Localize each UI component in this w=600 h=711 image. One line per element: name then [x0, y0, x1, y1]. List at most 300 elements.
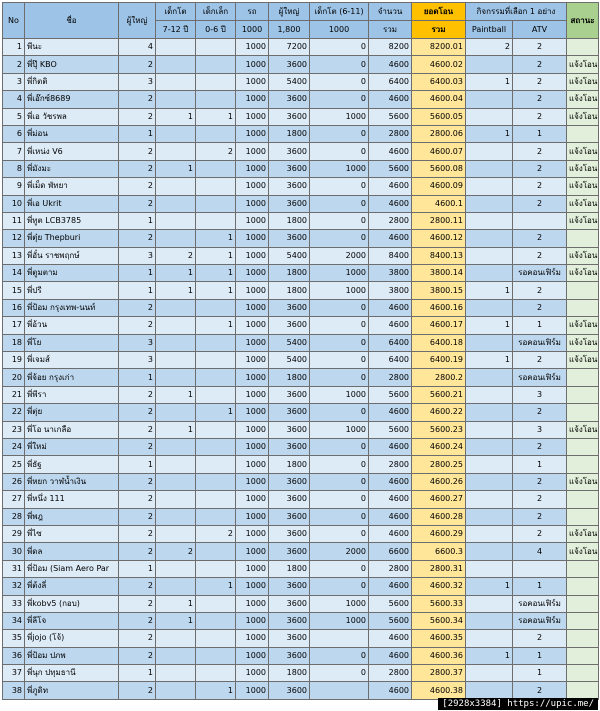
cell-adult[interactable]: 1: [119, 369, 156, 386]
cell-atv[interactable]: 1: [513, 578, 567, 595]
cell-adult[interactable]: 2: [119, 438, 156, 455]
cell-car[interactable]: 1000: [236, 265, 269, 282]
cell-adult[interactable]: 3: [119, 334, 156, 351]
cell-kid-small[interactable]: [196, 195, 236, 212]
cell-name[interactable]: พี่กิตติ: [25, 73, 119, 90]
cell-no[interactable]: 35: [3, 630, 25, 647]
cell-kid-small[interactable]: 2: [196, 143, 236, 160]
cell-paintball[interactable]: [466, 491, 513, 508]
cell-no[interactable]: 24: [3, 438, 25, 455]
cell-car[interactable]: 1000: [236, 317, 269, 334]
cell-status[interactable]: แจ้งโอน: [567, 317, 599, 334]
cell-name[interactable]: พีนะ: [25, 39, 119, 56]
cell-kid-small[interactable]: 1: [196, 404, 236, 421]
cell-status[interactable]: [567, 438, 599, 455]
cell-transfer[interactable]: 2800.25: [412, 456, 466, 473]
cell-car[interactable]: 1000: [236, 421, 269, 438]
cell-adult[interactable]: 1: [119, 282, 156, 299]
cell-adult-price[interactable]: 1800: [269, 265, 310, 282]
cell-atv[interactable]: 1: [513, 456, 567, 473]
cell-adult[interactable]: 2: [119, 612, 156, 629]
cell-kid-price[interactable]: 0: [310, 56, 369, 73]
cell-paintball[interactable]: [466, 508, 513, 525]
cell-atv[interactable]: 2: [513, 56, 567, 73]
cell-amount[interactable]: 4600: [369, 525, 412, 542]
cell-paintball[interactable]: [466, 299, 513, 316]
cell-kid-big[interactable]: [156, 665, 196, 682]
cell-car[interactable]: 1000: [236, 39, 269, 56]
cell-adult[interactable]: 2: [119, 317, 156, 334]
cell-adult-price[interactable]: 3600: [269, 630, 310, 647]
cell-atv[interactable]: 2: [513, 143, 567, 160]
cell-atv[interactable]: 1: [513, 125, 567, 142]
cell-car[interactable]: 1000: [236, 212, 269, 229]
cell-transfer[interactable]: 6600.3: [412, 543, 466, 560]
cell-car[interactable]: 1000: [236, 230, 269, 247]
cell-paintball[interactable]: [466, 560, 513, 577]
cell-transfer[interactable]: 4600.09: [412, 178, 466, 195]
cell-atv[interactable]: [513, 212, 567, 229]
cell-name[interactable]: พี่อ้วน: [25, 317, 119, 334]
cell-transfer[interactable]: 4600.07: [412, 143, 466, 160]
cell-car[interactable]: 1000: [236, 56, 269, 73]
cell-atv[interactable]: 2: [513, 508, 567, 525]
cell-paintball[interactable]: [466, 438, 513, 455]
cell-atv[interactable]: 2: [513, 195, 567, 212]
cell-adult[interactable]: 2: [119, 56, 156, 73]
cell-adult[interactable]: 2: [119, 386, 156, 403]
cell-no[interactable]: 36: [3, 647, 25, 664]
cell-kid-big[interactable]: 1: [156, 108, 196, 125]
cell-transfer[interactable]: 8200.01: [412, 39, 466, 56]
cell-status[interactable]: [567, 595, 599, 612]
cell-kid-price[interactable]: 1000: [310, 108, 369, 125]
cell-adult[interactable]: 2: [119, 630, 156, 647]
cell-adult[interactable]: 2: [119, 404, 156, 421]
cell-no[interactable]: 8: [3, 160, 25, 177]
cell-adult[interactable]: 2: [119, 525, 156, 542]
cell-adult[interactable]: 2: [119, 578, 156, 595]
cell-atv[interactable]: 3: [513, 386, 567, 403]
cell-adult-price[interactable]: 3600: [269, 438, 310, 455]
cell-paintball[interactable]: [466, 421, 513, 438]
cell-kid-price[interactable]: 1000: [310, 282, 369, 299]
cell-adult[interactable]: 1: [119, 665, 156, 682]
cell-kid-price[interactable]: 0: [310, 334, 369, 351]
cell-status[interactable]: แจ้งโอน: [567, 525, 599, 542]
cell-adult-price[interactable]: 3600: [269, 91, 310, 108]
cell-transfer[interactable]: 4600.24: [412, 438, 466, 455]
cell-adult-price[interactable]: 5400: [269, 247, 310, 264]
cell-status[interactable]: แจ้งโอน: [567, 143, 599, 160]
cell-no[interactable]: 37: [3, 665, 25, 682]
cell-paintball[interactable]: [466, 108, 513, 125]
cell-kid-big[interactable]: [156, 578, 196, 595]
cell-adult-price[interactable]: 3600: [269, 386, 310, 403]
cell-transfer[interactable]: 5600.21: [412, 386, 466, 403]
cell-transfer[interactable]: 6400.03: [412, 73, 466, 90]
cell-kid-big[interactable]: [156, 299, 196, 316]
cell-kid-price[interactable]: 0: [310, 508, 369, 525]
cell-adult-price[interactable]: 3600: [269, 56, 310, 73]
cell-kid-small[interactable]: [196, 560, 236, 577]
cell-adult-price[interactable]: 3600: [269, 108, 310, 125]
cell-name[interactable]: พี่เอ วัชรพล: [25, 108, 119, 125]
cell-amount[interactable]: 5600: [369, 612, 412, 629]
cell-kid-big[interactable]: 1: [156, 160, 196, 177]
cell-amount[interactable]: 2800: [369, 560, 412, 577]
cell-atv[interactable]: 2: [513, 352, 567, 369]
cell-status[interactable]: แจ้งโอน: [567, 247, 599, 264]
cell-no[interactable]: 17: [3, 317, 25, 334]
cell-status[interactable]: [567, 39, 599, 56]
cell-name[interactable]: พี่ไซ: [25, 525, 119, 542]
cell-kid-small[interactable]: 2: [196, 525, 236, 542]
cell-kid-big[interactable]: [156, 404, 196, 421]
cell-adult[interactable]: 2: [119, 543, 156, 560]
cell-adult-price[interactable]: 1800: [269, 369, 310, 386]
cell-transfer[interactable]: 3800.15: [412, 282, 466, 299]
cell-kid-price[interactable]: 0: [310, 525, 369, 542]
cell-name[interactable]: พี่ดล: [25, 543, 119, 560]
cell-car[interactable]: 1000: [236, 612, 269, 629]
cell-amount[interactable]: 4600: [369, 317, 412, 334]
cell-paintball[interactable]: [466, 160, 513, 177]
cell-adult[interactable]: 2: [119, 143, 156, 160]
cell-transfer[interactable]: 4600.27: [412, 491, 466, 508]
cell-kid-big[interactable]: [156, 473, 196, 490]
cell-status[interactable]: [567, 404, 599, 421]
cell-kid-price[interactable]: 0: [310, 352, 369, 369]
cell-kid-small[interactable]: [196, 39, 236, 56]
cell-adult-price[interactable]: 1800: [269, 456, 310, 473]
cell-atv[interactable]: รอคอนเฟิร์ม: [513, 595, 567, 612]
cell-atv[interactable]: 1: [513, 665, 567, 682]
cell-adult-price[interactable]: 1800: [269, 560, 310, 577]
cell-status[interactable]: [567, 647, 599, 664]
cell-car[interactable]: 1000: [236, 578, 269, 595]
cell-kid-big[interactable]: [156, 56, 196, 73]
cell-amount[interactable]: 5600: [369, 108, 412, 125]
cell-amount[interactable]: 4600: [369, 91, 412, 108]
cell-no[interactable]: 20: [3, 369, 25, 386]
cell-transfer[interactable]: 2800.06: [412, 125, 466, 142]
cell-adult[interactable]: 1: [119, 456, 156, 473]
cell-status[interactable]: แจ้งโอน: [567, 91, 599, 108]
cell-status[interactable]: [567, 299, 599, 316]
cell-no[interactable]: 13: [3, 247, 25, 264]
cell-paintball[interactable]: [466, 265, 513, 282]
cell-transfer[interactable]: 4600.29: [412, 525, 466, 542]
cell-kid-big[interactable]: [156, 508, 196, 525]
cell-kid-big[interactable]: [156, 682, 196, 699]
cell-kid-price[interactable]: 0: [310, 491, 369, 508]
cell-atv[interactable]: 2: [513, 438, 567, 455]
cell-kid-small[interactable]: 1: [196, 317, 236, 334]
cell-status[interactable]: [567, 560, 599, 577]
cell-paintball[interactable]: 1: [466, 578, 513, 595]
cell-kid-big[interactable]: [156, 39, 196, 56]
cell-kid-small[interactable]: [196, 612, 236, 629]
cell-car[interactable]: 1000: [236, 560, 269, 577]
cell-kid-price[interactable]: 0: [310, 647, 369, 664]
cell-kid-big[interactable]: [156, 195, 196, 212]
cell-name[interactable]: พี่ทูต LCB3785: [25, 212, 119, 229]
cell-amount[interactable]: 2800: [369, 665, 412, 682]
cell-kid-small[interactable]: [196, 369, 236, 386]
cell-atv[interactable]: 2: [513, 247, 567, 264]
cell-name[interactable]: พี่ตูมตาม: [25, 265, 119, 282]
cell-paintball[interactable]: [466, 630, 513, 647]
cell-transfer[interactable]: 4600.16: [412, 299, 466, 316]
cell-transfer[interactable]: 5600.05: [412, 108, 466, 125]
cell-kid-big[interactable]: [156, 230, 196, 247]
cell-status[interactable]: แจ้งโอน: [567, 160, 599, 177]
cell-name[interactable]: พี่ภูดิท: [25, 682, 119, 699]
cell-kid-small[interactable]: 1: [196, 265, 236, 282]
cell-adult[interactable]: 2: [119, 595, 156, 612]
cell-car[interactable]: 1000: [236, 282, 269, 299]
cell-status[interactable]: [567, 125, 599, 142]
cell-amount[interactable]: 2800: [369, 212, 412, 229]
cell-kid-small[interactable]: [196, 91, 236, 108]
cell-kid-price[interactable]: 0: [310, 404, 369, 421]
cell-name[interactable]: พี่เจมส์: [25, 352, 119, 369]
cell-paintball[interactable]: [466, 525, 513, 542]
cell-paintball[interactable]: [466, 143, 513, 160]
cell-paintball[interactable]: [466, 230, 513, 247]
cell-car[interactable]: 1000: [236, 456, 269, 473]
cell-kid-small[interactable]: [196, 421, 236, 438]
cell-atv[interactable]: 3: [513, 421, 567, 438]
cell-name[interactable]: พี่ธัฐ: [25, 456, 119, 473]
cell-kid-small[interactable]: [196, 543, 236, 560]
cell-adult-price[interactable]: 3600: [269, 317, 310, 334]
cell-kid-price[interactable]: 1000: [310, 595, 369, 612]
cell-car[interactable]: 1000: [236, 508, 269, 525]
cell-kid-big[interactable]: [156, 334, 196, 351]
cell-no[interactable]: 29: [3, 525, 25, 542]
cell-car[interactable]: 1000: [236, 143, 269, 160]
cell-car[interactable]: 1000: [236, 125, 269, 142]
cell-adult-price[interactable]: 3600: [269, 543, 310, 560]
cell-amount[interactable]: 4600: [369, 647, 412, 664]
cell-adult-price[interactable]: 3600: [269, 160, 310, 177]
cell-no[interactable]: 26: [3, 473, 25, 490]
cell-atv[interactable]: 4: [513, 543, 567, 560]
cell-adult-price[interactable]: 1800: [269, 665, 310, 682]
cell-kid-big[interactable]: [156, 178, 196, 195]
cell-no[interactable]: 38: [3, 682, 25, 699]
cell-amount[interactable]: 4600: [369, 630, 412, 647]
cell-adult[interactable]: 4: [119, 39, 156, 56]
cell-no[interactable]: 1: [3, 39, 25, 56]
cell-atv[interactable]: 2: [513, 299, 567, 316]
cell-kid-small[interactable]: 1: [196, 247, 236, 264]
cell-name[interactable]: พี่ป้อม ปภพ: [25, 647, 119, 664]
cell-kid-big[interactable]: [156, 91, 196, 108]
cell-adult-price[interactable]: 5400: [269, 334, 310, 351]
cell-no[interactable]: 3: [3, 73, 25, 90]
cell-kid-small[interactable]: 1: [196, 108, 236, 125]
cell-car[interactable]: 1000: [236, 91, 269, 108]
cell-atv[interactable]: 2: [513, 682, 567, 699]
cell-paintball[interactable]: 1: [466, 73, 513, 90]
cell-no[interactable]: 6: [3, 125, 25, 142]
cell-paintball[interactable]: [466, 195, 513, 212]
cell-kid-price[interactable]: 0: [310, 456, 369, 473]
cell-status[interactable]: [567, 230, 599, 247]
cell-atv[interactable]: 2: [513, 404, 567, 421]
cell-status[interactable]: แจ้งโอน: [567, 73, 599, 90]
cell-car[interactable]: 1000: [236, 73, 269, 90]
cell-kid-small[interactable]: [196, 508, 236, 525]
cell-kid-big[interactable]: 2: [156, 247, 196, 264]
cell-transfer[interactable]: 4600.1: [412, 195, 466, 212]
cell-status[interactable]: [567, 456, 599, 473]
cell-kid-big[interactable]: [156, 352, 196, 369]
cell-transfer[interactable]: 4600.28: [412, 508, 466, 525]
cell-adult[interactable]: 2: [119, 647, 156, 664]
cell-transfer[interactable]: 8400.13: [412, 247, 466, 264]
cell-status[interactable]: แจ้งโอน: [567, 178, 599, 195]
cell-no[interactable]: 33: [3, 595, 25, 612]
cell-status[interactable]: [567, 491, 599, 508]
cell-adult[interactable]: 2: [119, 178, 156, 195]
cell-transfer[interactable]: 6400.19: [412, 352, 466, 369]
cell-kid-big[interactable]: 1: [156, 282, 196, 299]
cell-no[interactable]: 11: [3, 212, 25, 229]
cell-kid-big[interactable]: [156, 317, 196, 334]
cell-name[interactable]: พี่ปุ๊ KBO: [25, 56, 119, 73]
cell-name[interactable]: พี่ตุ่ย: [25, 404, 119, 421]
cell-adult[interactable]: 2: [119, 299, 156, 316]
cell-kid-price[interactable]: 0: [310, 195, 369, 212]
cell-adult[interactable]: 2: [119, 421, 156, 438]
cell-name[interactable]: พี่หยก วาฬน้ำเงิน: [25, 473, 119, 490]
cell-status[interactable]: [567, 508, 599, 525]
cell-atv[interactable]: 2: [513, 473, 567, 490]
cell-car[interactable]: 1000: [236, 404, 269, 421]
cell-kid-small[interactable]: [196, 647, 236, 664]
cell-amount[interactable]: 8200: [369, 39, 412, 56]
cell-car[interactable]: 1000: [236, 247, 269, 264]
cell-adult-price[interactable]: 3600: [269, 578, 310, 595]
cell-adult[interactable]: 1: [119, 125, 156, 142]
cell-adult[interactable]: 2: [119, 508, 156, 525]
cell-name[interactable]: พี่โย: [25, 334, 119, 351]
cell-kid-small[interactable]: [196, 491, 236, 508]
cell-amount[interactable]: 5600: [369, 595, 412, 612]
cell-no[interactable]: 19: [3, 352, 25, 369]
cell-paintball[interactable]: [466, 595, 513, 612]
cell-kid-small[interactable]: [196, 56, 236, 73]
cell-kid-big[interactable]: 1: [156, 612, 196, 629]
cell-status[interactable]: แจ้งโอน: [567, 334, 599, 351]
cell-kid-price[interactable]: 0: [310, 578, 369, 595]
cell-kid-small[interactable]: [196, 352, 236, 369]
cell-atv[interactable]: 2: [513, 39, 567, 56]
cell-name[interactable]: พี่นุก ปทุมธานี: [25, 665, 119, 682]
cell-status[interactable]: [567, 578, 599, 595]
cell-kid-price[interactable]: 1000: [310, 612, 369, 629]
cell-car[interactable]: 1000: [236, 595, 269, 612]
cell-paintball[interactable]: 1: [466, 352, 513, 369]
cell-kid-small[interactable]: [196, 630, 236, 647]
cell-status[interactable]: [567, 369, 599, 386]
cell-paintball[interactable]: 1: [466, 125, 513, 142]
cell-adult-price[interactable]: 3600: [269, 525, 310, 542]
cell-paintball[interactable]: [466, 178, 513, 195]
cell-kid-price[interactable]: 0: [310, 73, 369, 90]
cell-adult-price[interactable]: 3600: [269, 421, 310, 438]
cell-name[interactable]: พี่เม็ด พัทยา: [25, 178, 119, 195]
cell-no[interactable]: 14: [3, 265, 25, 282]
cell-kid-big[interactable]: [156, 369, 196, 386]
cell-car[interactable]: 1000: [236, 473, 269, 490]
cell-transfer[interactable]: 4600.02: [412, 56, 466, 73]
cell-car[interactable]: 1000: [236, 647, 269, 664]
cell-paintball[interactable]: 2: [466, 39, 513, 56]
cell-atv[interactable]: รอคอนเฟิร์ม: [513, 334, 567, 351]
cell-kid-small[interactable]: [196, 299, 236, 316]
cell-adult-price[interactable]: 1800: [269, 212, 310, 229]
cell-name[interactable]: พี่โอ นาเกลือ: [25, 421, 119, 438]
cell-no[interactable]: 9: [3, 178, 25, 195]
cell-paintball[interactable]: 1: [466, 282, 513, 299]
cell-status[interactable]: [567, 630, 599, 647]
cell-kid-price[interactable]: [310, 682, 369, 699]
cell-paintball[interactable]: 1: [466, 647, 513, 664]
cell-name[interactable]: พี่ต้งลี่: [25, 578, 119, 595]
cell-atv[interactable]: 2: [513, 282, 567, 299]
cell-adult[interactable]: 2: [119, 195, 156, 212]
cell-status[interactable]: แจ้งโอน: [567, 108, 599, 125]
cell-kid-big[interactable]: [156, 143, 196, 160]
cell-adult-price[interactable]: 5400: [269, 352, 310, 369]
cell-adult-price[interactable]: 3600: [269, 473, 310, 490]
cell-kid-small[interactable]: 1: [196, 282, 236, 299]
cell-no[interactable]: 18: [3, 334, 25, 351]
cell-no[interactable]: 28: [3, 508, 25, 525]
cell-atv[interactable]: รอคอนเฟิร์ม: [513, 612, 567, 629]
cell-kid-small[interactable]: [196, 665, 236, 682]
cell-paintball[interactable]: [466, 612, 513, 629]
cell-kid-big[interactable]: 1: [156, 265, 196, 282]
cell-kid-big[interactable]: 1: [156, 421, 196, 438]
cell-paintball[interactable]: [466, 91, 513, 108]
cell-name[interactable]: พี่ใหม่: [25, 438, 119, 455]
cell-amount[interactable]: 4600: [369, 508, 412, 525]
cell-amount[interactable]: 4600: [369, 404, 412, 421]
cell-car[interactable]: 1000: [236, 491, 269, 508]
cell-amount[interactable]: 5600: [369, 421, 412, 438]
cell-transfer[interactable]: 5600.08: [412, 160, 466, 177]
cell-kid-small[interactable]: [196, 473, 236, 490]
cell-kid-big[interactable]: 1: [156, 386, 196, 403]
cell-kid-big[interactable]: [156, 73, 196, 90]
cell-kid-price[interactable]: 0: [310, 369, 369, 386]
cell-status[interactable]: [567, 682, 599, 699]
cell-no[interactable]: 7: [3, 143, 25, 160]
cell-amount[interactable]: 4600: [369, 56, 412, 73]
cell-status[interactable]: แจ้งโอน: [567, 265, 599, 282]
cell-car[interactable]: 1000: [236, 108, 269, 125]
cell-transfer[interactable]: 5600.33: [412, 595, 466, 612]
cell-transfer[interactable]: 4600.32: [412, 578, 466, 595]
cell-name[interactable]: พี่เอ Ukrit: [25, 195, 119, 212]
cell-adult-price[interactable]: 7200: [269, 39, 310, 56]
